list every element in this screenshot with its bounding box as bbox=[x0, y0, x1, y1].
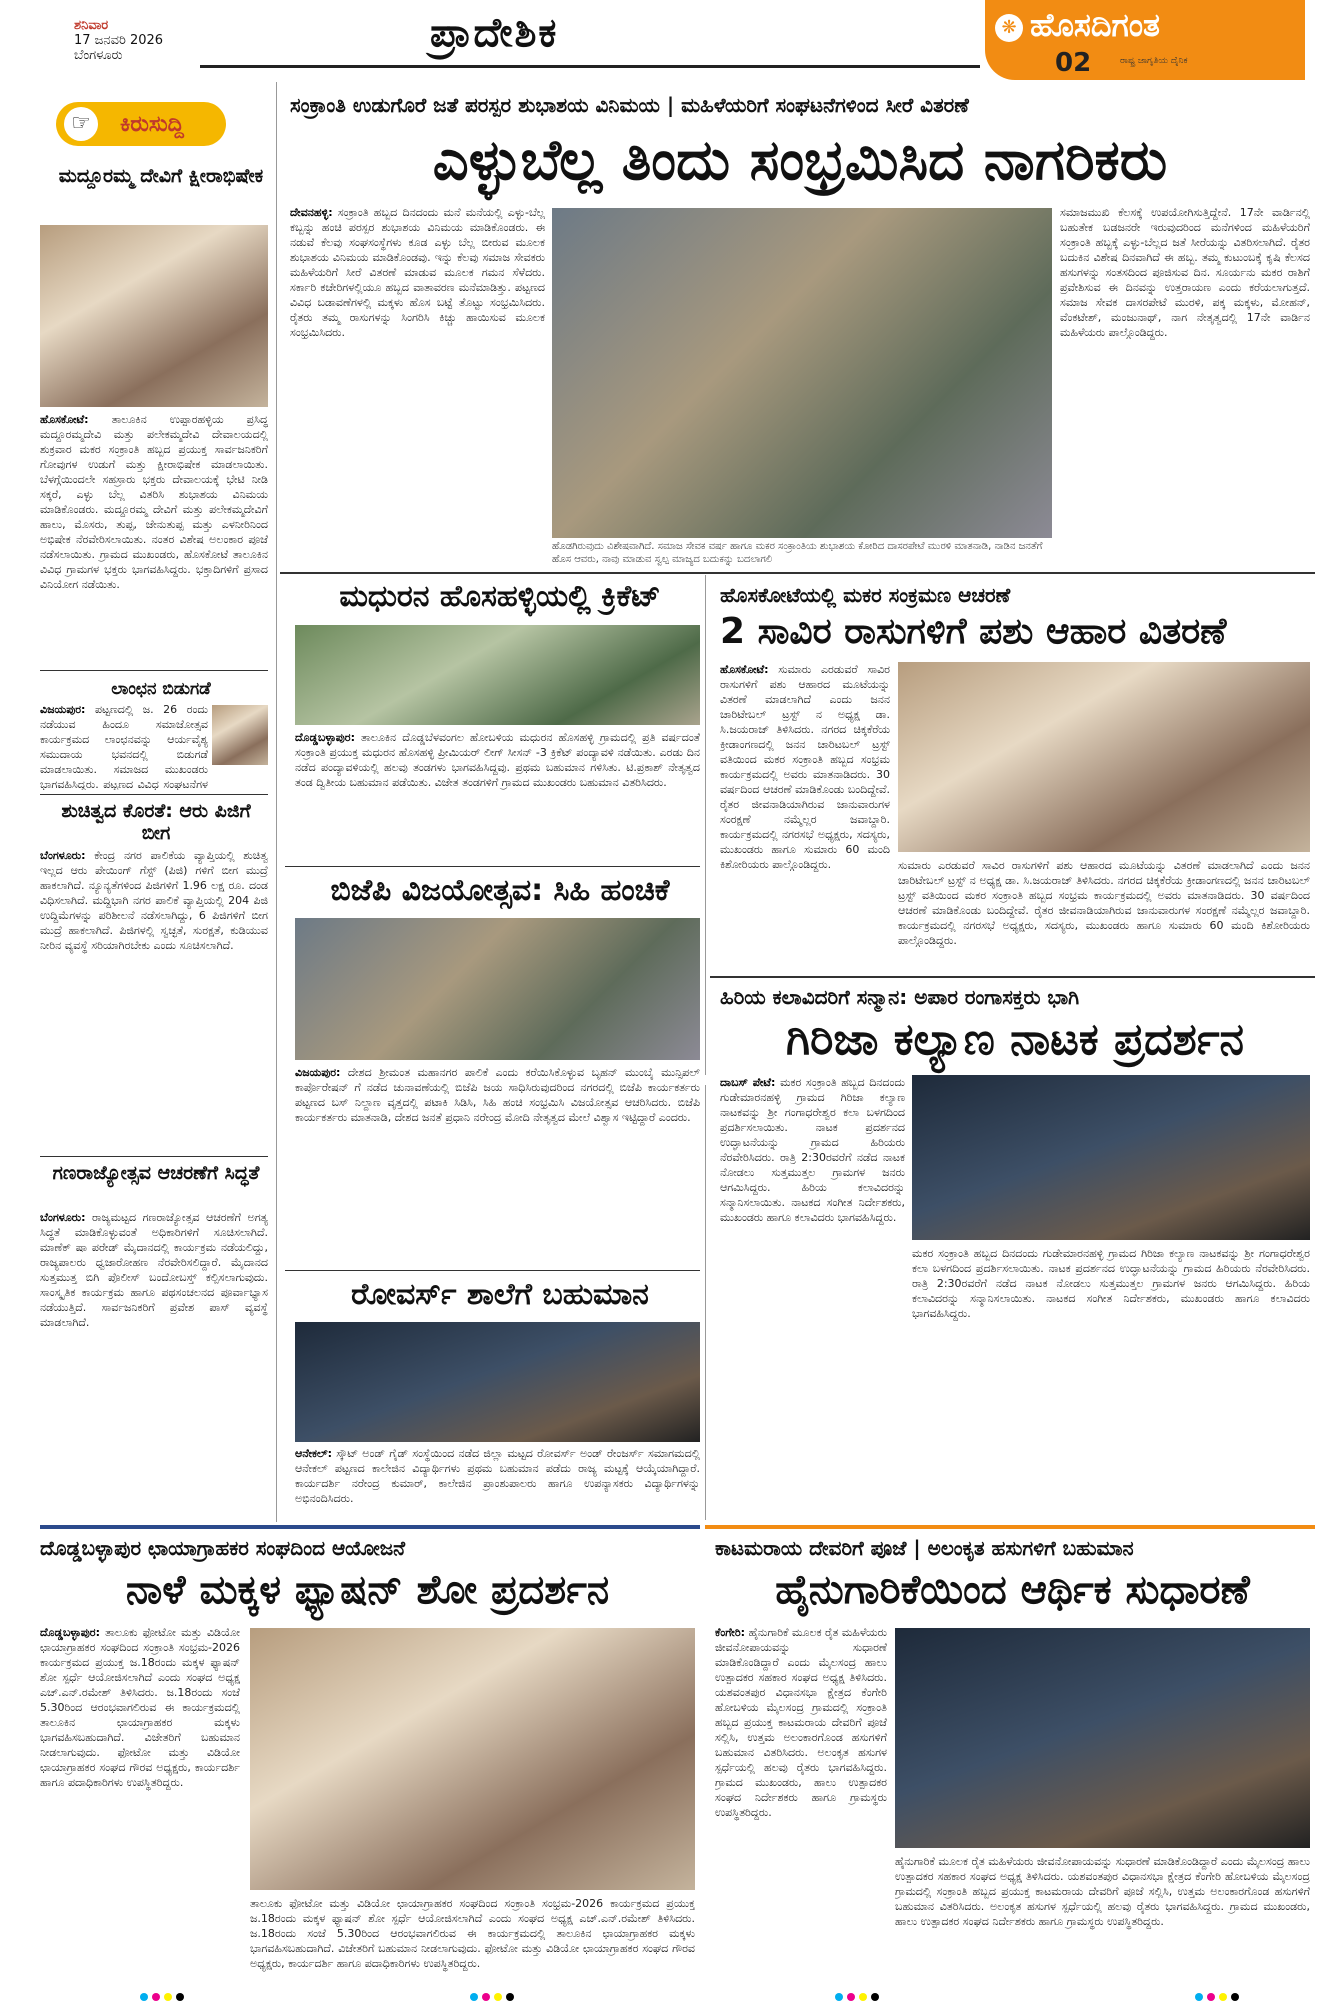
divider bbox=[710, 976, 1315, 978]
pointing-hand-icon: ☞ bbox=[64, 107, 98, 141]
dairy-body bbox=[715, 1625, 887, 1980]
lamp-icon: ❋ bbox=[995, 14, 1023, 42]
yellow-dot bbox=[859, 1993, 867, 2001]
school-photo bbox=[295, 1322, 700, 1442]
print-registration-marks bbox=[1195, 1993, 1239, 2001]
fashion-kicker: ದೊಡ್ಡಬಳ್ಳಾಪುರ ಛಾಯಾಗ್ರಾಹಕರ ಸಂಘದಿಂದ ಆಯೋಜನೆ bbox=[40, 1536, 406, 1560]
lead-body-left bbox=[290, 205, 545, 565]
cricket-dateline: ದೊಡ್ಡಬಳ್ಳಾಪುರ: bbox=[295, 731, 355, 744]
dairy-dateline: ಕೆಂಗೇರಿ: bbox=[715, 1626, 746, 1639]
cattle-dateline: ಹೊಸಕೋಟೆ: bbox=[720, 663, 769, 676]
cricket-headline: ಮಧುರನ ಹೊಸಹಳ್ಳಿಯಲ್ಲಿ ಕ್ರಿಕೆಟ್ bbox=[339, 579, 661, 614]
drama-text: ಮಕರ ಸಂಕ್ರಾಂತಿ ಹಬ್ಬದ ದಿನದಂದು ಗುಡೇಮಾರನಹಳ್ಳಿ ಗ್ರಾಮದ ಗಿರಿಜಾ ಕಲ್ಯಾಣ ನಾಟಕವನ್ನು ಶ್ರೀ ಗಂಗಾಧರೇಶ್ವರ ಕಲಾ ಬಳಗದಿಂದ ಪ್ರದರ್ಶಿಸಲಾಯಿತು. ನಾಟಕ ಪ್ರದರ್ಶನದ ಉದ್ಘಾಟನೆಯನ್ನು ಗ್ರಾಮದ ಹಿರಿಯರು ನೆರವೇರಿಸಿದರು. ರಾತ್ರಿ 2:30ರವರೆಗೆ ನಡೆದ ನಾಟಕ ನೋಡಲು ಸುತ್ತಮುತ್ತಲ ಗ್ರಾಮಗಳ ಜನರು ಆಗಮಿಸಿದ್ದರು. ಹಿರಿಯ ಕಲಾವಿದರನ್ನು ಸನ್ಮಾನಿಸಲಾಯಿತು. ನಾಟಕದ ಸಂಗೀತ ನಿರ್ದೇಶಕರು, ಮುಖಂಡರು ಹಾಗೂ ಕಲಾವಿದರು ಭಾಗವಹಿಸಿದ್ದರು. bbox=[720, 1076, 905, 1224]
section-bar bbox=[705, 1525, 1315, 1529]
yellow-dot bbox=[494, 1993, 502, 2001]
cyan-dot bbox=[470, 1993, 478, 2001]
brief-dateline: ವಿಜಯಪುರ: bbox=[40, 703, 86, 716]
divider bbox=[285, 1270, 700, 1271]
fashion-headline: ನಾಳೆ ಮಕ್ಕಳ ಫ್ಯಾಷನ್ ಶೋ ಪ್ರದರ್ಶನ bbox=[125, 1567, 610, 1613]
cattle-headline: 2 ಸಾವಿರ ರಾಸುಗಳಿಗೆ ಪಶು ಆಹಾರ ವಿತರಣೆ bbox=[720, 611, 1227, 652]
bjp-text: ದೇಶದ ಶ್ರೀಮಂತ ಮಹಾನಗರ ಪಾಲಿಕೆ ಎಂದು ಕರೆಯಿಸಿಕೊಳ್ಳುವ ಬೃಹನ್ ಮುಂಬೈ ಮುನ್ಸಿಪಲ್ ಕಾರ್ಪೊರೇಷನ್ ಗೆ ನಡೆದ ಚುನಾವಣೆಯಲ್ಲಿ ಬಿಜೆಪಿ ಜಯ ಸಾಧಿಸಿರುವುದರಿಂದ ನಗರದಲ್ಲಿ ಬಿಜೆಪಿ ಕಾರ್ಯಕರ್ತರು ಪಟ್ಟಣದ ಬಸ್ ನಿಲ್ದಾಣ ವೃತ್ತದಲ್ಲಿ ಪಟಾಕಿ ಸಿಡಿಸಿ, ಸಿಹಿ ಹಂಚಿ ಸಂಭ್ರಮಿಸಿ ವಿಜಯೋತ್ಸವ ಆಚರಿಸಿದರು. ಬಿಜೆಪಿ ಕಾರ್ಯಕರ್ತರು ಮಾತನಾಡಿ, ದೇಶದ ಜನತೆ ಪ್ರಧಾನಿ ನರೇಂದ್ರ ಮೋದಿ ನೇತೃತ್ವದ ಮೇಲೆ ವಿಶ್ವಾಸ ಇಟ್ಟಿದ್ದಾರೆ ಎಂದರು. bbox=[295, 1066, 700, 1124]
brief-dateline: ಹೊಸಕೋಟೆ: bbox=[40, 413, 89, 426]
cyan-dot bbox=[140, 1993, 148, 2001]
brief-body bbox=[40, 848, 268, 1148]
school-headline: ರೋವರ್ಸ್ ಶಾಲೆಗೆ ಬಹುಮಾನ bbox=[351, 1277, 649, 1312]
cattle-text: ಸುಮಾರು ಎರಡುವರೆ ಸಾವಿರ ರಾಸುಗಳಿಗೆ ಪಶು ಆಹಾರದ ಮೂಟೆಯನ್ನು ವಿತರಣೆ ಮಾಡಲಾಗಿದೆ ಎಂದು ಜನನ ಚಾರಿಟೇಬಲ್ ಟ್ರಸ್ಟ್ ನ ಅಧ್ಯಕ್ಷ ಡಾ. ಸಿ.ಜಯರಾಜ್ ತಿಳಿಸಿದರು. ನಗರದ ಚಿಕ್ಕಕೆರೆಯ ಕ್ರೀಡಾಂಗಣದಲ್ಲಿ ಜನನ ಚಾರಿಟಬಲ್ ಟ್ರಸ್ಟ್ ವತಿಯಿಂದ ಮಕರ ಸಂಕ್ರಾಂತಿ ಹಬ್ಬದ ಸಂಭ್ರಮ ಕಾರ್ಯಕ್ರಮದಲ್ಲಿ ಅವರು ಮಾತನಾಡಿದರು. 30 ವರ್ಷದಿಂದ ಆಚರಣೆ ಮಾಡಿಕೊಂಡು ಬಂದಿದ್ದೇವೆ. ರೈತರ ಜೀವನಾಡಿಯಾಗಿರುವ ಜಾನುವಾರುಗಳ ಸಂರಕ್ಷಣೆ ನಮ್ಮೆಲ್ಲರ ಜವಾಬ್ದಾರಿ. ಕಾರ್ಯಕ್ರಮದಲ್ಲಿ ನಗರಸಭೆ ಅಧ್ಯಕ್ಷರು, ಸದಸ್ಯರು, ಮುಖಂಡರು ಹಾಗೂ ಸುಮಾರು 60 ಮಂದಿ ಕಿಶೋರಿಯರು ಪಾಲ್ಗೊಂಡಿದ್ದರು. bbox=[720, 663, 890, 871]
paper-tagline: ರಾಷ್ಟ್ರ ಜಾಗೃತಿಯ ದೈನಿಕ bbox=[1120, 56, 1188, 66]
lead-dateline: ದೇವನಹಳ್ಳಿ: bbox=[290, 206, 333, 219]
yellow-dot bbox=[164, 1993, 172, 2001]
column-divider bbox=[276, 82, 277, 1522]
paper-name: ಹೊಸದಿಗಂತ bbox=[1030, 6, 1160, 44]
cyan-dot bbox=[835, 1993, 843, 2001]
school-dateline: ಆನೇಕಲ್: bbox=[295, 1447, 333, 1460]
lead-caption: ಹೊಡಗಿರುವುದು ವಿಶೇಷವಾಗಿದೆ. ಸಮಾಜ ಸೇವಕ ವರ್ಷ ಹಾಗೂ ಮಕರ ಸಂಕ್ರಾಂತಿಯ ಶುಭಾಶಯ ಕೋರಿದ ದಾಸರಪೇಟೆ ಮುರಳಿ ಮಾತನಾಡಿ, ನಾಡಿನ ಜನತೆಗೆ ಹೊಸ ಆವರು, ನಾವು ಮಾಡುವ ಸ್ವಲ್ಪ ಮಾಜ್ಯದ ಬದುಕನ್ನು ಬದಲಾಗಲಿ bbox=[552, 541, 1043, 565]
lead-headline: ಎಳ್ಳುಬೆಲ್ಲ ತಿಂದು ಸಂಭ್ರಮಿಸಿದ ನಾಗರಿಕರು bbox=[432, 128, 1168, 193]
brief-news-label: ಕಿರುಸುದ್ದಿ bbox=[120, 112, 184, 137]
print-registration-marks bbox=[470, 1993, 514, 2001]
print-registration-marks bbox=[835, 1993, 879, 2001]
cyan-dot bbox=[1195, 1993, 1203, 2001]
lead-photo-women-group bbox=[552, 208, 1052, 538]
drama-headline: ಗಿರಿಜಾ ಕಲ್ಯಾಣ ನಾಟಕ ಪ್ರದರ್ಶನ bbox=[786, 1014, 1244, 1065]
cricket-photo bbox=[295, 625, 700, 725]
emblem-image bbox=[212, 705, 268, 765]
section-band bbox=[200, 18, 980, 68]
cattle-photo bbox=[898, 662, 1310, 852]
edition-day: ಶನಿವಾರ bbox=[74, 18, 109, 33]
lead-text: ಸಂಕ್ರಾಂತಿ ಹಬ್ಬದ ದಿನದಂದು ಮನೆ ಮನೆಯಲ್ಲಿ ಎಳ್ಳು-ಬೆಲ್ಲ ಕಬ್ಬನ್ನು ಹಂಚಿ ಪರಸ್ಪರ ಶುಭಾಶಯ ವಿನಿಮಯ ಮಾಡಿಕೊಂಡರು. ಈ ನಡುವೆ ಕೆಲವು ಸಂಘಸಂಸ್ಥೆಗಳು ಕೂಡ ಎಳ್ಳು ಬೆಲ್ಲ ಬೀರುವ ಮೂಲಕ ಶುಭಾಶಯ ವಿನಿಮಯ ಮಾಡಿಕೊಂಡವು. ಇನ್ನು ಕೆಲವು ಸಮಾಜ ಸೇವಕರು ಮಹಿಳೆಯರಿಗೆ ಸೀರೆ ವಿತರಣೆ ಮಾಡುವ ಮೂಲಕ ಗಮನ ಸೆಳೆದರು. ಸರ್ಕಾರಿ ಕಚೇರಿಗಳಲ್ಲಿಯೂ ಹಬ್ಬದ ವಾತಾವರಣ ಮನೆಮಾಡಿತ್ತು. ಪಟ್ಟಣದ ವಿವಿಧ ಬಡಾವಣೆಗಳಲ್ಲಿ ಮಕ್ಕಳು ಹೊಸ ಬಟ್ಟೆ ತೊಟ್ಟು ಸಂಭ್ರಮಿಸಿದರು. ರೈತರು ತಮ್ಮ ರಾಸುಗಳನ್ನು ಸಿಂಗರಿಸಿ ಕಿಚ್ಚು ಹಾಯಿಸುವ ಮೂಲಕ ಸಂಭ್ರಮಿಸಿದರು. bbox=[290, 206, 545, 339]
column-divider bbox=[705, 1085, 706, 1520]
dairy-kicker: ಕಾಟಮರಾಯ ದೇವರಿಗೆ ಪೂಜೆ | ಅಲಂಕೃತ ಹಸುಗಳಿಗೆ ಬಹುಮಾನ bbox=[715, 1536, 1134, 1560]
brief-body bbox=[40, 1210, 268, 1510]
section-title: ಪ್ರಾದೇಶಿಕ bbox=[430, 10, 559, 56]
section-bar bbox=[40, 1525, 700, 1529]
brief-body bbox=[40, 702, 208, 790]
brief-body bbox=[40, 412, 268, 664]
lead-body-right: ಸಮಾಜಮುಖಿ ಕೆಲಸಕ್ಕೆ ಉಪಯೋಗಿಸುತ್ತಿದ್ದೇನೆ. 17ನೇ ವಾರ್ಡಿನಲ್ಲಿ ಬಹುತೇಕ ಬಡಜನರೇ ಇರುವುದರಿಂದ ಮನೆಗಳಿಂದ ಮಹಿಳೆಯರಿಗೆ ಸಂಕ್ರಾಂತಿ ಹಬ್ಬಕ್ಕೆ ಎಳ್ಳು-ಬೆಲ್ಲದ ಜತೆ ಸೀರೆಯನ್ನು ವಿತರಿಸಲಾಗಿದೆ. ರೈತರ ಬದುಕಿನ ವಿಶೇಷ ದಿನವಾಗಿದೆ ಈ ಹಬ್ಬ. ತಮ್ಮ ಕುಟುಂಬಕ್ಕೆ ಕೃಷಿ ಕೆಲಸದ ಹಸುಗಳನ್ನು ಸಂತಸದಿಂದ ಪೂಜಿಸುವ ದಿನ. ಸೂರ್ಯನು ಮಕರ ರಾಶಿಗೆ ಪ್ರವೇಶಿಸುವ ಈ ದಿನವನ್ನು ಉತ್ತರಾಯಣ ಎಂದು ಕರೆಯಲಾಗುತ್ತದೆ. ಸಮಾಜ ಸೇವಕ ದಾಸರಪೇಟೆ ಮುರಳಿ, ಪಕ್ಕ ಮಕ್ಕಳು, ಮೋಹನ್, ವೆಂಕಟೇಶ್, ಮಂಜುನಾಥ್, ನಾಗ ನೇತೃತ್ವದಲ್ಲಿ 17ನೇ ವಾರ್ಡಿನ ಮಹಿಳೆಯರು ಪಾಲ್ಗೊಂಡಿದ್ದರು. bbox=[1060, 206, 1310, 339]
brief-dateline: ಬೆಂಗಳೂರು: bbox=[40, 1211, 86, 1224]
fashion-photo bbox=[250, 1628, 695, 1890]
brief-title: ಶುಚಿತ್ವದ ಕೊರತೆ: ಆರು ಪಿಜಿಗೆ ಬೀಗ bbox=[61, 800, 251, 844]
black-dot bbox=[506, 1993, 514, 2001]
lead-kicker: ಸಂಕ್ರಾಂತಿ ಉಡುಗೊರೆ ಜತೆ ಪರಸ್ಪರ ಶುಭಾಶಯ ವಿನಿಮಯ | ಮಹಿಳೆಯರಿಗೆ ಸಂಘಟನೆಗಳಿಂದ ಸೀರೆ ವಿತರಣೆ bbox=[290, 93, 969, 117]
fashion-body-continued: ತಾಲೂಕು ಫೋಟೋ ಮತ್ತು ವಿಡಿಯೋ ಛಾಯಾಗ್ರಾಹಕರ ಸಂಘದಿಂದ ಸಂಕ್ರಾಂತಿ ಸಂಭ್ರಮ-2026 ಕಾರ್ಯಕ್ರಮದ ಪ್ರಯುಕ್ತ ಜ.18ರಂದು ಮಕ್ಕಳ ಫ್ಯಾಷನ್ ಶೋ ಸ್ಪರ್ಧೆ ಆಯೋಜಿಸಲಾಗಿದೆ ಎಂದು ಸಂಘದ ಅಧ್ಯಕ್ಷ ಎಚ್.ಎನ್.ರಮೇಶ್ ತಿಳಿಸಿದರು. ಜ.18ರಂದು ಸಂಜೆ 5.30ರಿಂದ ಆರಂಭವಾಗಲಿರುವ ಈ ಕಾರ್ಯಕ್ರಮದಲ್ಲಿ ತಾಲೂಕಿನ ಛಾಯಾಗ್ರಾಹಕರ ಮಕ್ಕಳು ಭಾಗವಹಿಸಬಹುದಾಗಿದೆ. ವಿಜೇತರಿಗೆ ಬಹುಮಾನ ನೀಡಲಾಗುವುದು. ಫೋಟೋ ಮತ್ತು ವಿಡಿಯೋ ಛಾಯಾಗ್ರಾಹಕರ ಸಂಘದ ಗೌರವ ಅಧ್ಯಕ್ಷರು, ಕಾರ್ಯದರ್ಶಿ ಹಾಗೂ ಪದಾಧಿಕಾರಿಗಳು ಉಪಸ್ಥಿತರಿದ್ದರು. bbox=[250, 1897, 695, 1970]
brief-text: ರಾಜ್ಯಮಟ್ಟದ ಗಣರಾಜ್ಯೋತ್ಸವ ಆಚರಣೆಗೆ ಅಗತ್ಯ ಸಿದ್ಧತೆ ಮಾಡಿಕೊಳ್ಳುವಂತೆ ಅಧಿಕಾರಿಗಳಿಗೆ ಸೂಚಿಸಲಾಗಿದೆ. ಮಾಣೆಕ್ ಷಾ ಪರೇಡ್ ಮೈದಾನದಲ್ಲಿ ಕಾರ್ಯಕ್ರಮ ನಡೆಯಲಿದ್ದು, ರಾಜ್ಯಪಾಲರು ಧ್ವಜಾರೋಹಣ ನೆರವೇರಿಸಲಿದ್ದಾರೆ. ಮೈದಾನದ ಸುತ್ತಮುತ್ತ ಬಿಗಿ ಪೊಲೀಸ್ ಬಂದೋಬಸ್ತ್ ಕಲ್ಪಿಸಲಾಗುವುದು. ಸಾಂಸ್ಕೃತಿಕ ಕಾರ್ಯಕ್ರಮ ಹಾಗೂ ಪಥಸಂಚಲನದ ಪೂರ್ವಾಭ್ಯಾಸ ನಡೆಯುತ್ತಿದೆ. ಸಾರ್ವಜನಿಕರಿಗೆ ಪ್ರವೇಶ ಪಾಸ್ ವ್ಯವಸ್ಥೆ ಮಾಡಲಾಗಿದೆ. bbox=[40, 1211, 268, 1329]
drama-body-continued: ಮಕರ ಸಂಕ್ರಾಂತಿ ಹಬ್ಬದ ದಿನದಂದು ಗುಡೇಮಾರನಹಳ್ಳಿ ಗ್ರಾಮದ ಗಿರಿಜಾ ಕಲ್ಯಾಣ ನಾಟಕವನ್ನು ಶ್ರೀ ಗಂಗಾಧರೇಶ್ವರ ಕಲಾ ಬಳಗದಿಂದ ಪ್ರದರ್ಶಿಸಲಾಯಿತು. ನಾಟಕ ಪ್ರದರ್ಶನದ ಉದ್ಘಾಟನೆಯನ್ನು ಗ್ರಾಮದ ಹಿರಿಯರು ನೆರವೇರಿಸಿದರು. ರಾತ್ರಿ 2:30ರವರೆಗೆ ನಡೆದ ನಾಟಕ ನೋಡಲು ಸುತ್ತಮುತ್ತಲ ಗ್ರಾಮಗಳ ಜನರು ಆಗಮಿಸಿದ್ದರು. ಹಿರಿಯ ಕಲಾವಿದರನ್ನು ಸನ್ಮಾನಿಸಲಾಯಿತು. ನಾಟಕದ ಸಂಗೀತ ನಿರ್ದೇಶಕರು, ಮುಖಂಡರು ಹಾಗೂ ಕಲಾವಿದರು ಭಾಗವಹಿಸಿದ್ದರು. bbox=[912, 1247, 1310, 1320]
bjp-body bbox=[295, 1065, 700, 1265]
magenta-dot bbox=[1207, 1993, 1215, 2001]
edition-city: ಬೆಂಗಳೂರು bbox=[74, 48, 123, 63]
edition-date-text: 17 ಜನವರಿ 2026 bbox=[74, 33, 164, 48]
bjp-photo bbox=[295, 918, 700, 1060]
divider bbox=[40, 1156, 268, 1157]
magenta-dot bbox=[847, 1993, 855, 2001]
divider bbox=[285, 866, 700, 867]
black-dot bbox=[871, 1993, 879, 2001]
dairy-photo bbox=[895, 1628, 1310, 1848]
drama-dateline: ದಾಬಸ್ ಪೇಟೆ: bbox=[720, 1076, 776, 1089]
dairy-body-continued: ಹೈನುಗಾರಿಕೆ ಮೂಲಕ ರೈತ ಮಹಿಳೆಯರು ಜೀವನೋಪಾಯವನ್ನು ಸುಧಾರಣೆ ಮಾಡಿಕೊಂಡಿದ್ದಾರೆ ಎಂದು ಮೈಲಸಂದ್ರ ಹಾಲು ಉತ್ಪಾದಕರ ಸಹಕಾರ ಸಂಘದ ಅಧ್ಯಕ್ಷ ತಿಳಿಸಿದರು. ಯಶವಂತಪುರ ವಿಧಾನಸಭಾ ಕ್ಷೇತ್ರದ ಕೆಂಗೇರಿ ಹೋಬಳಿಯ ಮೈಲಸಂದ್ರ ಗ್ರಾಮದಲ್ಲಿ ಸಂಕ್ರಾಂತಿ ಹಬ್ಬದ ಪ್ರಯುಕ್ತ ಕಾಟಮರಾಯ ದೇವರಿಗೆ ಪೂಜೆ ಸಲ್ಲಿಸಿ, ಉತ್ತಮ ಅಲಂಕಾರಗೊಂಡ ಹಸುಗಳಿಗೆ ಬಹುಮಾನ ವಿತರಿಸಿದರು. ಅಲಂಕೃತ ಹಸುಗಳ ಸ್ಪರ್ಧೆಯಲ್ಲಿ ಹಲವು ರೈತರು ಭಾಗವಹಿಸಿದ್ದರು. ಗ್ರಾಮದ ಮುಖಂಡರು, ಹಾಲು ಉತ್ಪಾದಕರ ಸಂಘದ ನಿರ್ದೇಶಕರು ಹಾಗೂ ಗ್ರಾಮಸ್ಥರು ಉಪಸ್ಥಿತರಿದ್ದರು. bbox=[895, 1855, 1310, 1928]
brief-text: ಪಟ್ಟಣದಲ್ಲಿ ಜ. 26 ರಂದು ನಡೆಯುವ ಹಿಂದೂ ಸಮಾಜೋತ್ಸವ ಕಾರ್ಯಕ್ರಮದ ಲಾಂಛನವನ್ನು ಆರ್ಯವೈಶ್ಯ ಸಮುದಾಯ ಭವನದಲ್ಲಿ ಬಿಡುಗಡೆ ಮಾಡಲಾಯಿತು. ಸಮಾಜದ ಮುಖಂಡರು ಭಾಗವಹಿಸಿದ್ದರು. ಪಟ್ಟಣದ ವಿವಿಧ ಸಂಘಟನೆಗಳ bbox=[40, 703, 208, 790]
black-dot bbox=[1231, 1993, 1239, 2001]
print-registration-marks bbox=[140, 1993, 184, 2001]
drama-photo bbox=[912, 1075, 1310, 1240]
divider bbox=[40, 794, 268, 795]
edition-date bbox=[74, 18, 184, 63]
black-dot bbox=[176, 1993, 184, 2001]
fashion-text: ತಾಲೂಕು ಫೋಟೋ ಮತ್ತು ವಿಡಿಯೋ ಛಾಯಾಗ್ರಾಹಕರ ಸಂಘದಿಂದ ಸಂಕ್ರಾಂತಿ ಸಂಭ್ರಮ-2026 ಕಾರ್ಯಕ್ರಮದ ಪ್ರಯುಕ್ತ ಜ.18ರಂದು ಮಕ್ಕಳ ಫ್ಯಾಷನ್ ಶೋ ಸ್ಪರ್ಧೆ ಆಯೋಜಿಸಲಾಗಿದೆ ಎಂದು ಸಂಘದ ಅಧ್ಯಕ್ಷ ಎಚ್.ಎನ್.ರಮೇಶ್ ತಿಳಿಸಿದರು. ಜ.18ರಂದು ಸಂಜೆ 5.30ರಿಂದ ಆರಂಭವಾಗಲಿರುವ ಈ ಕಾರ್ಯಕ್ರಮದಲ್ಲಿ ತಾಲೂಕಿನ ಛಾಯಾಗ್ರಾಹಕರ ಮಕ್ಕಳು ಭಾಗವಹಿಸಬಹುದಾಗಿದೆ. ವಿಜೇತರಿಗೆ ಬಹುಮಾನ ನೀಡಲಾಗುವುದು. ಫೋಟೋ ಮತ್ತು ವಿಡಿಯೋ ಛಾಯಾಗ್ರಾಹಕರ ಸಂಘದ ಗೌರವ ಅಧ್ಯಕ್ಷರು, ಕಾರ್ಯದರ್ಶಿ ಹಾಗೂ ಪದಾಧಿಕಾರಿಗಳು ಉಪಸ್ಥಿತರಿದ್ದರು. bbox=[40, 1626, 240, 1789]
cattle-body bbox=[720, 662, 890, 972]
page-number: 02 bbox=[1055, 48, 1092, 78]
cricket-text: ತಾಲೂಕಿನ ದೊಡ್ಡಬೆಳವಂಗಲ ಹೋಬಳಿಯ ಮಧುರನ ಹೊಸಹಳ್ಳಿ ಗ್ರಾಮದಲ್ಲಿ ಪ್ರತಿ ವರ್ಷದಂತೆ ಸಂಕ್ರಾಂತಿ ಪ್ರಯುಕ್ತ ಮಧುರನ ಹೊಸಹಳ್ಳಿ ಪ್ರೀಮಿಯರ್ ಲೀಗ್ ಸೀಸನ್ -3 ಕ್ರಿಕೆಟ್ ಪಂದ್ಯಾವಳಿ ನಡೆಯಿತು. ಎರಡು ದಿನ ನಡೆದ ಪಂದ್ಯಾವಳಿಯಲ್ಲಿ ಹಲವು ತಂಡಗಳು ಭಾಗವಹಿಸಿದ್ದವು. ಪ್ರಥಮ ಬಹುಮಾನ ಗಳಿಸಿತು. ಟಿ.ಪ್ರಕಾಶ್ ನೇತೃತ್ವದ ತಂಡ ದ್ವಿತೀಯ ಬಹುಮಾನ ಪಡೆಯಿತು. ವಿಜೇತ ತಂಡಗಳಿಗೆ ಗ್ರಾಮದ ಮುಖಂಡರು ಬಹುಮಾನ ವಿತರಿಸಿದರು. bbox=[295, 731, 700, 789]
column-divider bbox=[705, 575, 706, 1075]
school-body bbox=[295, 1446, 700, 1516]
cricket-body bbox=[295, 730, 700, 860]
divider bbox=[40, 670, 268, 671]
brief-text: ಕೇಂದ್ರ ನಗರ ಪಾಲಿಕೆಯ ವ್ಯಾಪ್ತಿಯಲ್ಲಿ ಶುಚಿತ್ವ ಇಲ್ಲದ ಆರು ಪೇಯಿಂಗ್ ಗೆಸ್ಟ್ (ಪಿಜಿ) ಗಳಿಗೆ ಬೀಗ ಮುದ್ರೆ ಹಾಕಲಾಗಿದೆ. ನ್ಯೂನ್ಯತೆಗಳಿಂದ ಪಿಜಿಗಳಿಗೆ 1.96 ಲಕ್ಷ ರೂ. ದಂಡ ವಿಧಿಸಲಾಗಿದೆ. ಮದ್ದಿಭಾಗಿ ನಗರ ಪಾಲಿಕೆ ವ್ಯಾಪ್ತಿಯಲ್ಲಿ 204 ಪಿಜಿ ಉದ್ದಿಮೆಗಳನ್ನು ಪರಿಶೀಲನೆ ನಡೆಸಲಾಗಿದ್ದು, 6 ಪಿಜಿಗಳಿಗೆ ಬೀಗ ಮುದ್ರೆ ಹಾಕಲಾಗಿದೆ. ಪಿಜಿಗಳಲ್ಲಿ ಸ್ವಚ್ಛತೆ, ಸುರಕ್ಷತೆ, ಕುಡಿಯುವ ನೀರಿನ ವ್ಯವಸ್ಥೆ ಸರಿಯಾಗಿರಬೇಕು ಎಂದು ಸೂಚಿಸಲಾಗಿದೆ. bbox=[40, 849, 268, 952]
drama-body bbox=[720, 1075, 905, 1515]
dairy-headline: ಹೈನುಗಾರಿಕೆಯಿಂದ ಆರ್ಥಿಕ ಸುಧಾರಣೆ bbox=[775, 1567, 1250, 1613]
bjp-headline: ಬಿಜೆಪಿ ವಿಜಯೋತ್ಸವ: ಸಿಹಿ ಹಂಚಿಕೆ bbox=[330, 873, 670, 908]
brief-title: ಲಾಂಛನ ಬಿಡುಗಡೆ bbox=[111, 679, 211, 699]
brief-text: ತಾಲೂಕಿನ ಉಪ್ಪಾರಹಳ್ಳಿಯ ಪ್ರಸಿದ್ಧ ಮದ್ದೂರಮ್ಮದೇವಿ ಮತ್ತು ಪಲೇಕಮ್ಮದೇವಿ ದೇವಾಲಯದಲ್ಲಿ ಶುಕ್ರವಾರ ಮಕರ ಸಂಕ್ರಾಂತಿ ಹಬ್ಬದ ಪ್ರಯುಕ್ತ ಸಾರ್ವಜನಿಕರಿಗೆ ಗೋವುಗಳ ಉಡುಗೆ ಮತ್ತು ಕ್ಷೀರಾಭಿಷೇಕ ಮಾಡಲಾಯಿತು. ಬೆಳಗ್ಗೆಯಿಂದಲೇ ಸಹಸ್ರಾರು ಭಕ್ತರು ದೇವಾಲಯಕ್ಕೆ ಭೇಟಿ ನೀಡಿ ಸಕ್ಕರೆ, ಎಳ್ಳು ಬೆಲ್ಲ ವಿತರಿಸಿ ಶುಭಾಶಯ ವಿನಿಮಯ ಮಾಡಿಕೊಂಡರು. ಮದ್ದೂರಮ್ಮ ದೇವಿಗೆ ಮತ್ತು ಪಲೇಕಮ್ಮದೇವಿಗೆ ಹಾಲು, ಮೊಸರು, ತುಪ್ಪ, ಜೇನುತುಪ್ಪ ಮತ್ತು ಎಳನೀರಿನಿಂದ ಅಭಿಷೇಕ ನೆರವೇರಿಸಲಾಯಿತು. ನಂತರ ವಿಶೇಷ ಅಲಂಕಾರ ಪೂಜೆ ನಡೆಸಲಾಯಿತು. ಗ್ರಾಮದ ಮುಖಂಡರು, ಹೊಸಕೋಟೆ ತಾಲೂಕಿನ ವಿವಿಧ ಗ್ರಾಮಗಳ ಭಕ್ತರು ಭಾಗವಹಿಸಿದ್ದರು. ಭಕ್ತಾದಿಗಳಿಗೆ ಪ್ರಸಾದ ವಿನಿಯೋಗ ನಡೆಯಿತು. bbox=[40, 413, 268, 591]
cattle-body-continued: ಸುಮಾರು ಎರಡುವರೆ ಸಾವಿರ ರಾಸುಗಳಿಗೆ ಪಶು ಆಹಾರದ ಮೂಟೆಯನ್ನು ವಿತರಣೆ ಮಾಡಲಾಗಿದೆ ಎಂದು ಜನನ ಚಾರಿಟೇಬಲ್ ಟ್ರಸ್ಟ್ ನ ಅಧ್ಯಕ್ಷ ಡಾ. ಸಿ.ಜಯರಾಜ್ ತಿಳಿಸಿದರು. ನಗರದ ಚಿಕ್ಕಕೆರೆಯ ಕ್ರೀಡಾಂಗಣದಲ್ಲಿ ಜನನ ಚಾರಿಟಬಲ್ ಟ್ರಸ್ಟ್ ವತಿಯಿಂದ ಮಕರ ಸಂಕ್ರಾಂತಿ ಹಬ್ಬದ ಸಂಭ್ರಮ ಕಾರ್ಯಕ್ರಮದಲ್ಲಿ ಅವರು ಮಾತನಾಡಿದರು. 30 ವರ್ಷದಿಂದ ಆಚರಣೆ ಮಾಡಿಕೊಂಡು ಬಂದಿದ್ದೇವೆ. ರೈತರ ಜೀವನಾಡಿಯಾಗಿರುವ ಜಾನುವಾರುಗಳ ಸಂರಕ್ಷಣೆ ನಮ್ಮೆಲ್ಲರ ಜವಾಬ್ದಾರಿ. ಕಾರ್ಯಕ್ರಮದಲ್ಲಿ ನಗರಸಭೆ ಅಧ್ಯಕ್ಷರು, ಸದಸ್ಯರು, ಮುಖಂಡರು ಹಾಗೂ ಸುಮಾರು 60 ಮಂದಿ ಕಿಶೋರಿಯರು ಪಾಲ್ಗೊಂಡಿದ್ದರು. bbox=[898, 859, 1310, 947]
cattle-kicker: ಹೊಸಕೋಟೆಯಲ್ಲಿ ಮಕರ ಸಂಕ್ರಮಣ ಆಚರಣೆ bbox=[720, 583, 1011, 607]
fashion-body bbox=[40, 1625, 240, 1980]
magenta-dot bbox=[482, 1993, 490, 2001]
brief-title: ಗಣರಾಜ್ಯೋತ್ಸವ ಆಚರಣೆಗೆ ಸಿದ್ಧತೆ bbox=[52, 1162, 260, 1184]
divider bbox=[280, 572, 1315, 574]
school-text: ಸ್ಕೌಟ್ ಅಂಡ್ ಗೈಡ್ ಸಂಸ್ಥೆಯಿಂದ ನಡೆದ ಜಿಲ್ಲಾ ಮಟ್ಟದ ರೋವರ್ಸ್ ಅಂಡ್ ರೇಂಜರ್ಸ್ ಸಮಾಗಮದಲ್ಲಿ ಆನೇಕಲ್ ಪಟ್ಟಣದ ಕಾಲೇಜಿನ ವಿದ್ಯಾರ್ಥಿಗಳು ಪ್ರಥಮ ಬಹುಮಾನ ಪಡೆದು ರಾಜ್ಯ ಮಟ್ಟಕ್ಕೆ ಆಯ್ಕೆಯಾಗಿದ್ದಾರೆ. ಕಾರ್ಯದರ್ಶಿ ನರೇಂದ್ರ ಕುಮಾರ್, ಕಾಲೇಜಿನ ಪ್ರಾಂಶುಪಾಲರು ಹಾಗೂ ಉಪನ್ಯಾಸಕರು ವಿದ್ಯಾರ್ಥಿಗಳನ್ನು ಅಭಿನಂದಿಸಿದರು. bbox=[295, 1447, 700, 1505]
bjp-dateline: ವಿಜಯಪುರ: bbox=[295, 1066, 341, 1079]
drama-kicker: ಹಿರಿಯ ಕಲಾವಿದರಿಗೆ ಸನ್ಮಾನ: ಅಪಾರ ರಂಗಾಸಕ್ತರು ಭಾಗಿ bbox=[720, 985, 1080, 1009]
brief-photo-temple bbox=[40, 225, 268, 407]
magenta-dot bbox=[152, 1993, 160, 2001]
dairy-text: ಹೈನುಗಾರಿಕೆ ಮೂಲಕ ರೈತ ಮಹಿಳೆಯರು ಜೀವನೋಪಾಯವನ್ನು ಸುಧಾರಣೆ ಮಾಡಿಕೊಂಡಿದ್ದಾರೆ ಎಂದು ಮೈಲಸಂದ್ರ ಹಾಲು ಉತ್ಪಾದಕರ ಸಹಕಾರ ಸಂಘದ ಅಧ್ಯಕ್ಷ ತಿಳಿಸಿದರು. ಯಶವಂತಪುರ ವಿಧಾನಸಭಾ ಕ್ಷೇತ್ರದ ಕೆಂಗೇರಿ ಹೋಬಳಿಯ ಮೈಲಸಂದ್ರ ಗ್ರಾಮದಲ್ಲಿ ಸಂಕ್ರಾಂತಿ ಹಬ್ಬದ ಪ್ರಯುಕ್ತ ಕಾಟಮರಾಯ ದೇವರಿಗೆ ಪೂಜೆ ಸಲ್ಲಿಸಿ, ಉತ್ತಮ ಅಲಂಕಾರಗೊಂಡ ಹಸುಗಳಿಗೆ ಬಹುಮಾನ ವಿತರಿಸಿದರು. ಅಲಂಕೃತ ಹಸುಗಳ ಸ್ಪರ್ಧೆಯಲ್ಲಿ ಹಲವು ರೈತರು ಭಾಗವಹಿಸಿದ್ದರು. ಗ್ರಾಮದ ಮುಖಂಡರು, ಹಾಲು ಉತ್ಪಾದಕರ ಸಂಘದ ನಿರ್ದೇಶಕರು ಹಾಗೂ ಗ್ರಾಮಸ್ಥರು ಉಪಸ್ಥಿತರಿದ್ದರು. bbox=[715, 1626, 887, 1819]
brief-dateline: ಬೆಂಗಳೂರು: bbox=[40, 849, 86, 862]
fashion-dateline: ದೊಡ್ಡಬಳ್ಳಾಪುರ: bbox=[40, 1626, 100, 1639]
yellow-dot bbox=[1219, 1993, 1227, 2001]
brief-title: ಮದ್ದೂರಮ್ಮ ದೇವಿಗೆ ಕ್ಷೀರಾಭಿಷೇಕ bbox=[58, 165, 264, 187]
